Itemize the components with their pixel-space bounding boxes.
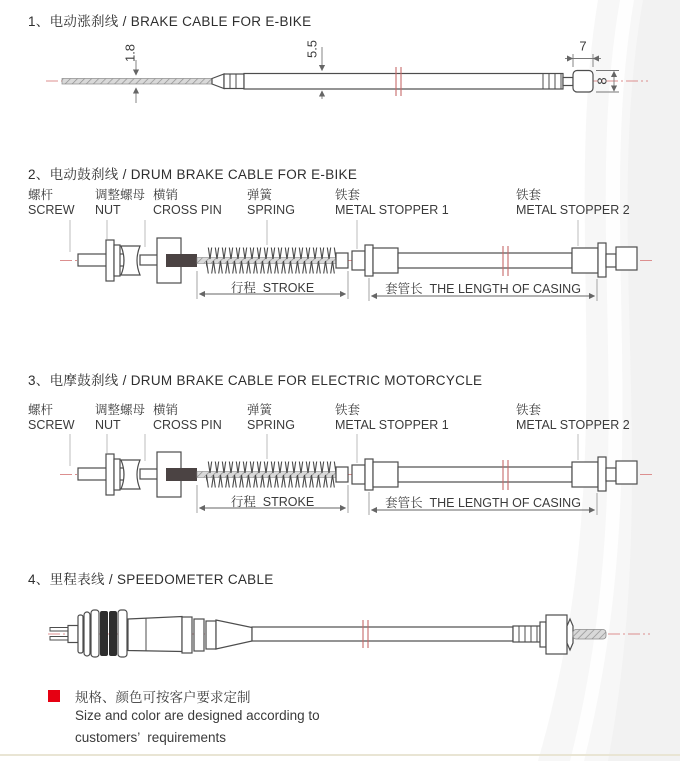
label-cross-pin-en: CROSS PIN <box>153 418 222 432</box>
cap-neck <box>563 78 573 86</box>
metal-stopper-1-part <box>352 245 398 276</box>
connector-body <box>78 610 182 657</box>
label-cross-pin-s3 <box>153 403 222 433</box>
label-metal-stopper-1-en: METAL STOPPER 1 <box>335 203 449 217</box>
label-screw-s3 <box>28 403 75 433</box>
end-fitting <box>513 615 573 654</box>
label-nut-en: NUT <box>95 418 121 432</box>
label-metal-stopper-1-s3 <box>335 403 449 433</box>
note-text-zh: 规格、颜色可按客户要求定制 <box>75 690 251 705</box>
dim-label-stroke-s3: 行程 STROKE <box>230 495 315 509</box>
label-screw-en: SCREW <box>28 418 75 432</box>
dim-cap-width <box>565 54 601 67</box>
metal-stopper-2-part <box>572 243 637 277</box>
label-spring-zh: 弹簧 <box>247 188 273 202</box>
label-metal-stopper-1-s2 <box>335 188 449 218</box>
label-screw-s2 <box>28 188 75 218</box>
section-2-title: 2、电动鼓刹线 / DRUM BRAKE CABLE FOR E-BIKE <box>28 167 358 182</box>
label-metal-stopper-1-en: METAL STOPPER 1 <box>335 418 449 432</box>
dim-label-cap-height: 8 <box>594 77 610 85</box>
label-nut-zh: 调整螺母 <box>95 188 146 202</box>
label-metal-stopper-2-en: METAL STOPPER 2 <box>516 418 630 432</box>
label-cross-pin-s2 <box>153 188 222 218</box>
dim-label-casing-length-s3: 套管长 THE LENGTH OF CASING <box>385 496 581 510</box>
threaded-tip <box>573 630 606 640</box>
label-spring-s2 <box>247 188 295 218</box>
label-metal-stopper-1-zh: 铁套 <box>335 403 361 417</box>
label-metal-stopper-2-s2 <box>516 188 630 218</box>
label-nut-s3 <box>95 403 145 433</box>
spring-end <box>336 253 348 268</box>
label-metal-stopper-1-zh: 铁套 <box>335 188 361 202</box>
label-cross-pin-en: CROSS PIN <box>153 203 222 217</box>
section-1-title: 1、电动涨刹线 / BRAKE CABLE FOR E-BIKE <box>28 14 312 29</box>
note-text-en-2: customers’ requirements <box>75 730 227 745</box>
spring-coil <box>206 248 336 274</box>
dim-label-casing-diameter: 5.5 <box>304 39 320 59</box>
speedometer-cable-drawing <box>48 610 650 657</box>
label-metal-stopper-2-s3 <box>516 403 630 433</box>
label-spring-en: SPRING <box>247 203 295 217</box>
leader-lines <box>70 220 578 252</box>
label-metal-stopper-2-zh: 铁套 <box>516 188 542 202</box>
label-screw-zh: 螺杆 <box>28 403 54 417</box>
outer-casing <box>244 74 563 90</box>
step-rings <box>182 617 252 653</box>
dim-label-stroke-s2: 行程 STROKE <box>230 281 315 295</box>
note-text-en-1: Size and color are designed according to <box>75 708 320 723</box>
label-spring-en: SPRING <box>247 418 295 432</box>
label-spring-s3 <box>247 403 295 433</box>
label-cross-pin-zh: 横销 <box>153 188 179 202</box>
section-4-title: 4、里程表线 / SPEEDOMETER CABLE <box>28 572 274 587</box>
dim-label-cap-width: 7 <box>579 38 587 54</box>
ferrule <box>212 74 244 89</box>
label-nut-s2 <box>95 188 145 218</box>
label-cross-pin-zh: 横销 <box>153 403 179 417</box>
casing-tube <box>398 253 572 268</box>
cable-sleeve <box>166 254 197 267</box>
end-cap <box>573 71 593 93</box>
label-metal-stopper-2-zh: 铁套 <box>516 403 542 417</box>
label-screw-en: SCREW <box>28 203 75 217</box>
dim-label-wire-diameter: 1.8 <box>122 43 138 63</box>
label-screw-zh: 螺杆 <box>28 188 54 202</box>
label-metal-stopper-2-en: METAL STOPPER 2 <box>516 203 630 217</box>
bottom-rule <box>0 754 680 756</box>
section-3-title: 3、电摩鼓刹线 / DRUM BRAKE CABLE FOR ELECTRIC MOTORCYCLE <box>28 373 483 388</box>
inner-wire <box>62 79 212 85</box>
dim-label-casing-length-s2: 套管长 THE LENGTH OF CASING <box>385 282 581 296</box>
cable-tube <box>252 627 513 641</box>
label-nut-zh: 调整螺母 <box>95 403 146 417</box>
note-bullet-square <box>48 690 60 702</box>
label-spring-zh: 弹簧 <box>247 403 273 417</box>
rod-extension <box>140 255 158 265</box>
label-nut-en: NUT <box>95 203 121 217</box>
